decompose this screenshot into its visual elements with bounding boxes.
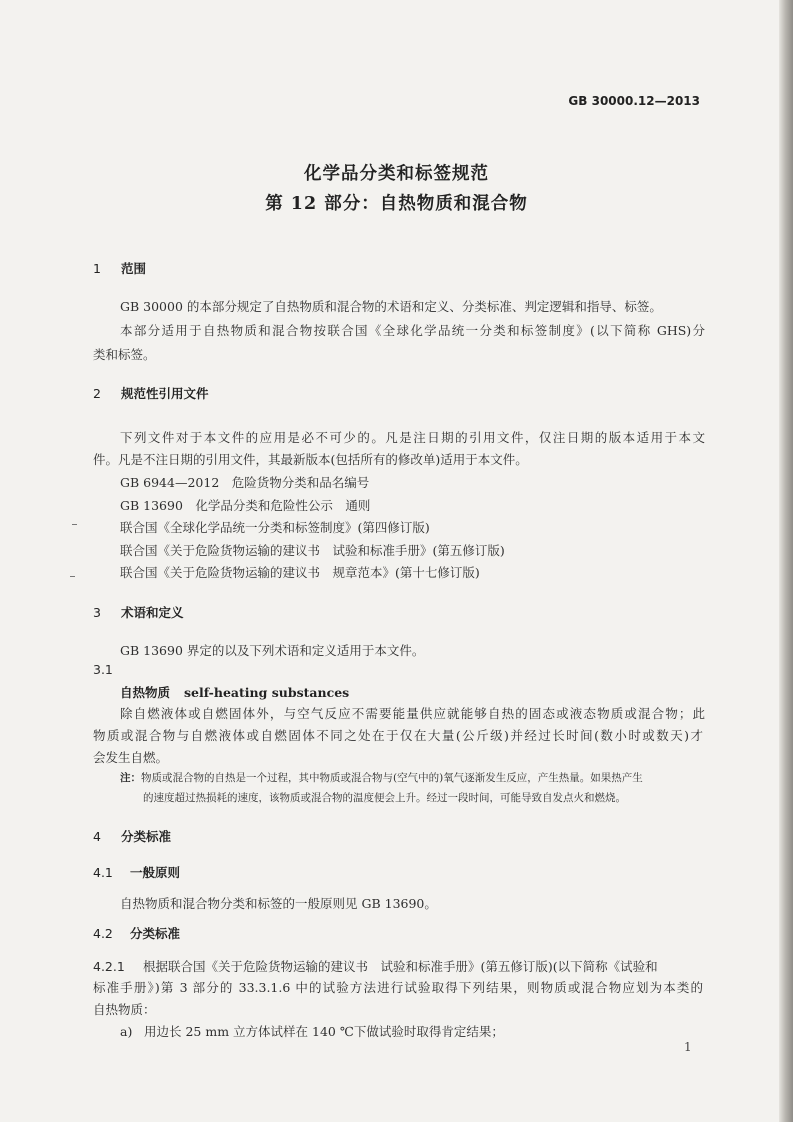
subsection-4-1-paragraph: 自热物质和混合物分类和标签的一般原则见 GB 13690。 [120,896,437,911]
clause-number: 4.2.1 [93,959,125,974]
reference-item: GB 13690 化学品分类和危险性公示 通则 [120,498,371,513]
scan-mark [72,524,77,525]
clause-text: 根据联合国《关于危险货物运输的建议书 试验和标准手册》(第五修订版)(以下简称《试验和 [143,959,658,974]
note-text: 物质或混合物的自热是一个过程，其中物质或混合物与(空气中的)氧气逐渐发生反应，产生热量。如果热产生 [141,772,643,784]
section-number: 3 [93,605,101,620]
section-2-heading [93,384,209,402]
section-2-paragraph-1-cont: 件。凡是不注日期的引用文件，其最新版本(包括所有的修改单)适用于本文件。 [93,452,528,467]
section-1-paragraph-1: GB 30000 的本部分规定了自热物质和混合物的术语和定义、分类标准、判定逻辑和指导、标签。 [120,299,662,314]
document-title-line1: 化学品分类和标签规范 [304,164,489,184]
page-binding-edge [779,0,793,1122]
page-number: 1 [684,1040,692,1054]
note-label: 注： [120,772,141,784]
section-number: 4 [93,829,101,844]
list-item-label: a) [120,1024,133,1039]
term-definition-line-2: 物质或混合物与自燃液体或自燃固体不同之处在于仅在大量(公斤级)并经过长时间(数小时或数天)才 [93,728,703,743]
section-3-paragraph-1: GB 13690 界定的以及下列术语和定义适用于本文件。 [120,643,425,658]
clause-4-2-1-line-3: 自热物质： [93,1002,156,1017]
section-title: 范围 [121,261,147,276]
subsection-number: 4.2 [93,926,113,941]
subsection-title: 一般原则 [130,865,181,880]
section-1-heading [93,259,146,277]
term-definition-line-3: 会发生自燃。 [93,750,169,765]
subsection-4-1-heading [93,863,180,881]
document-title-line2: 第 12 部分：自热物质和混合物 [265,194,528,214]
section-1-paragraph-2-cont: 类和标签。 [93,347,156,362]
subsection-title: 分类标准 [130,926,181,941]
clause-4-2-1-line-2: 标准手册》)第 3 部分的 33.3.1.6 中的试验方法进行试验取得下列结果，则物质或混合物应划为本类的 [93,980,703,995]
section-number: 2 [93,386,101,401]
reference-item: 联合国《关于危险货物运输的建议书 规章范本》(第十七修订版) [120,565,480,580]
note-line-1 [120,770,643,785]
list-item-a [120,1022,504,1040]
section-4-heading [93,827,171,845]
subsection-4-2-heading [93,924,180,942]
section-title: 规范性引用文件 [121,386,209,401]
section-title: 分类标准 [121,829,172,844]
section-3-heading [93,603,184,621]
clause-4-2-1-line-1 [93,957,658,975]
term-chinese: 自热物质 [120,685,171,700]
list-item-text: 用边长 25 mm 立方体试样在 140 ℃下做试验时取得肯定结果； [144,1024,504,1039]
standard-code: GB 30000.12—2013 [568,94,700,108]
term-entry [120,683,349,701]
section-2-paragraph-1: 下列文件对于本文件的应用是必不可少的。凡是注日期的引用文件，仅注日期的版本适用于本文 [120,430,705,445]
reference-item: 联合国《全球化学品统一分类和标签制度》(第四修订版) [120,520,430,535]
term-definition-line-1: 除自燃液体或自燃固体外，与空气反应不需要能量供应就能够自热的固态或液态物质或混合物；此 [120,706,705,721]
section-1-paragraph-2: 本部分适用于自热物质和混合物按联合国《全球化学品统一分类和标签制度》(以下简称 GHS)分 [120,323,705,338]
reference-item: GB 6944—2012 危险货物分类和品名编号 [120,475,370,490]
reference-item: 联合国《关于危险货物运输的建议书 试验和标准手册》(第五修订版) [120,543,505,558]
subsection-3-1-number: 3.1 [93,662,113,677]
term-english: self-heating substances [184,685,350,700]
section-number: 1 [93,261,101,276]
section-title: 术语和定义 [121,605,184,620]
subsection-number: 4.1 [93,865,113,880]
note-line-2: 的速度超过热损耗的速度，该物质或混合物的温度便会上升。经过一段时间，可能导致自发点火和燃烧。 [143,792,626,804]
scan-mark [70,576,75,577]
